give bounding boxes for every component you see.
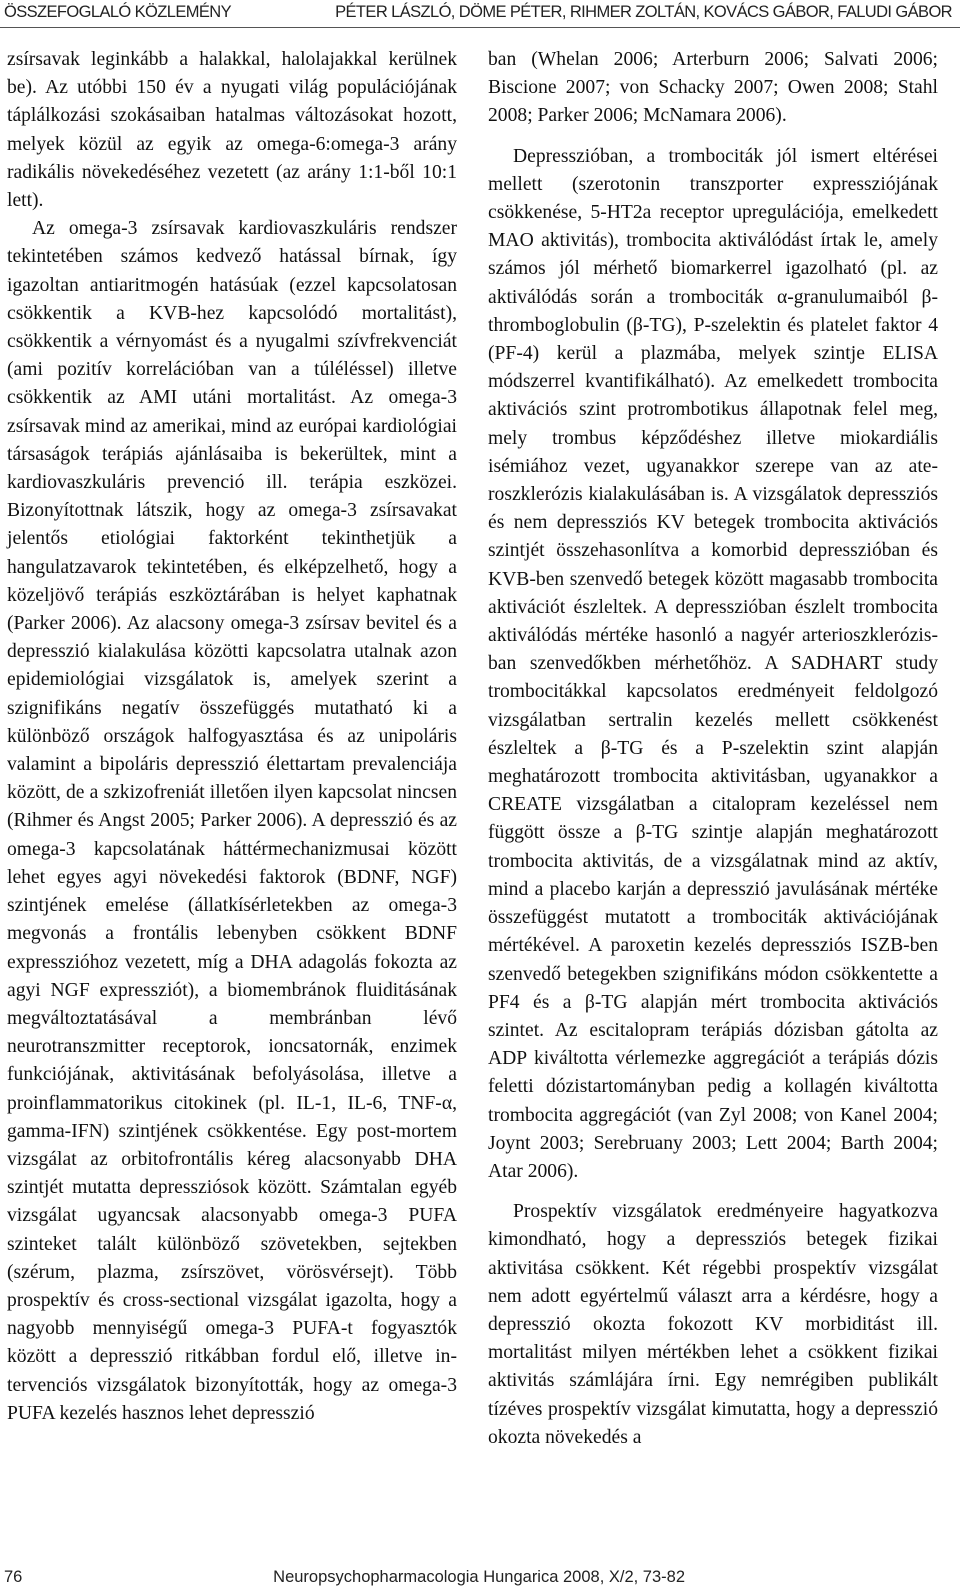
right-column [488,46,938,1452]
right-paragraph-2: Depresszióban, a trombociták jól ismert eltérései mellett (szerotonin transzporter expressziójának csökkenése, 5-HT2a receptor upregulációja, emelkedett MAO aktivitás), trombocita aktiválódást írtak le, amely számos jól mérhető biomarkerrel igazolható (pl. az aktiválódás során a trombociták α-granulumaiból β-thromboglobulin (β-TG), P-szelektin és platelet faktor 4 (PF-4) kerül a plazmába, melyek szintje ELISA módszerrel kvantifikálható). Az emelkedett trombocita aktivációs szint protrombotikus állapotnak felel meg, mely trombus képződéshez illetve miokardiális isémiához vezet, ugyanakkor szerepe van az ateroszklerózis kialakulásában is. A vizsgálatok depressziós és nem depressziós KV betegek trombocita aktivációs szintjét összehasonlítva a komorbid depresszióban és KVB-ben szenvedő betegek között magasabb trombocita aktivációt észleltek. A depresszióban észlelt trombocita aktiválódás mértéke hasonló a nagyér arterioszklerózisban szenvedőkben mérhetőhöz. A SADHART study trombocitákkal kapcsolatos eredményeit feldolgozó vizsgálatban sertralin kezelés mellett csökkenést észleltek a β-TG és a P-szelektin szint alapján meghatározott trombocita aktivitásban, ugyanakkor a CREATE vizsgálatban a citalopram kezeléssel nem függött össze a β-TG szintje alapján meghatározott trombocita aktivitás, de a vizsgálatnak mind az aktív, mind a placebo karján a depresszió javulásának mértéke összefüggést mutatott a trombociták aktivációjának mértékével. A paroxetin kezelés depressziós ISZB-ben szenvedő betegekben szignifikáns módon csökkentette a PF4 és a β-TG alapján mért trombocita aktivációs szintet. Az escitalopram terápiás dózisban gátolta az ADP kiváltotta vérlemezke aggregációt a terápiás dózis feletti dózistartományban pedig a kollagén kiváltotta trombocita aggregációt (van Zyl 2008; von Kanel 2004; Joynt 2003; Serebruany 2003; Lett 2004; Barth 2004; Atar 2006). [488,145,938,1182]
author-list: PÉTER LÁSZLÓ, DÖME PÉTER, RIHMER ZOLTÁN, KOVÁCS GÁBOR, FALUDI GÁBOR [335,3,952,21]
page-number: 76 [4,1568,23,1586]
right-paragraph-3: Prospektív vizsgálatok eredményeire hagyatkozva kimondható, hogy a depressziós betegek fizikai aktivitása csökkent. Két régebbi prospektív vizsgálat nem adott egyértelmű választ arra a kérdésre, hogy a depresszió okozta fokozott KV morbiditást ill. mortalitást milyen mértékben lehet a csökkent fizikai aktivitás számlájára írni. Egy nemrégiben publikált tízéves prospektív vizsgálat kimutatta, hogy a depresszió okozta növekedés a [488,1201,938,1448]
header-rule [0,27,960,28]
section-label: ÖSSZEFOGLALÓ KÖZLEMÉNY [4,3,232,21]
left-paragraph-2: Az omega-3 zsírsavak kardiovaszkuláris rendszer tekintetében számos kedvező hatással bírnak, így igazoltan antiaritmogén hatásúak (ezzel kapcsolatosan csökkentik a KVB-hez kapcsolódó mortalitást), csökkentik a vérnyomást és a nyugalmi szívfrekvenciát (ami pozitív korrelációban van a túléléssel) illetve csökkentik az AMI utáni mortalitást. Az omega-3 zsírsavak mind az amerikai, mind az európai kardiológiai társaságok terápiás ajánlásaiba is bekerültek, mint a kardiovaszkuláris prevenció ill. terápia eszközei. Bizonyítottnak látszik, hogy az omega-3 zsírsavakat jelentős etiológiai faktorként tekinthetjük a hangulatzavarok tekintetében, és elképzelhető, hogy a közeljövő terápiás eszköztárában is helyet kaphatnak (Parker 2006). Az alacsony omega-3 zsírsav bevitel és a depresszió kialakulása közötti kapcsolatra utalnak azon epidemiológiai vizsgálatok is, amelyek szerint a szignifikáns negatív összefüggés mutatható ki a különböző országok halfogyasztása és az unipoláris valamint a bipoláris depresszió élettartam prevalenciája között, de a szkizofreniát illetően ilyen kapcsolat nincsen (Rihmer és Angst 2005; Parker 2006). A depresszió és az omega-3 kapcsolatának háttérmechanizmusai között lehet egyes agyi növekedési faktorok (BDNF, NGF) szintjének emelése (állatkísérletekben az omega-3 megvonás a frontális lebenyben csökkent BDNF expresszióhoz vezetett, míg a DHA adagolás fokozta az agyi NGF expressziót), a biomembránok fluiditásának megváltoztatásával a membránban lévő neurotranszmitter receptorok, ioncsatornák, enzimek funkciójának, aktivitásának befolyásolása, illetve a proinflammatorikus citokinek (pl. IL-1, IL-6, TNF-α, gamma-IFN) szintjének csökkentése. Egy post-mortem vizsgálat az orbitofrontális kéreg alacsonyabb DHA szintjét mutatta depressziósok között. Számtalan egyéb vizsgálat ugyancsak alacsonyabb omega-3 PUFA szinteket talált különböző szövetekben, sejtekben (szérum, plazma, zsírszövet, vörösvérsejt). Több prospektív és cross-sectional vizsgálat igazolta, hogy a nagyobb mennyiségű omega-3 PUFA-t fogyasztók között a depresszió ritkábban fordul elő, illetve intervenciós vizsgálatok bizonyították, hogy az omega-3 PUFA kezelés hasznos lehet depresszió [7,218,457,1424]
journal-citation: Neuropsychopharmacologia Hungarica 2008, X/2, 73-82 [273,1568,685,1586]
left-paragraph-1: zsírsavak leginkább a halakkal, halolajakkal kerülnek be). Az utóbbi 150 év a nyugati világ populációjának táplálkozási szokásaiban hatalmas változásokat hozott, melyek közül az egyik az omega-6:omega-3 arány radikális növekedéséhez vezetett (az arány 1:1-ből 10:1 lett). [7,49,457,212]
right-paragraph-1: ban (Whelan 2006; Arterburn 2006; Salvati 2006; Biscione 2007; von Schacky 2007; Owen 2008; Stahl 2008; Parker 2006; McNamara 2006). [488,49,938,127]
running-header [0,0,960,28]
left-column [7,46,457,1428]
page-footer [0,1562,960,1592]
